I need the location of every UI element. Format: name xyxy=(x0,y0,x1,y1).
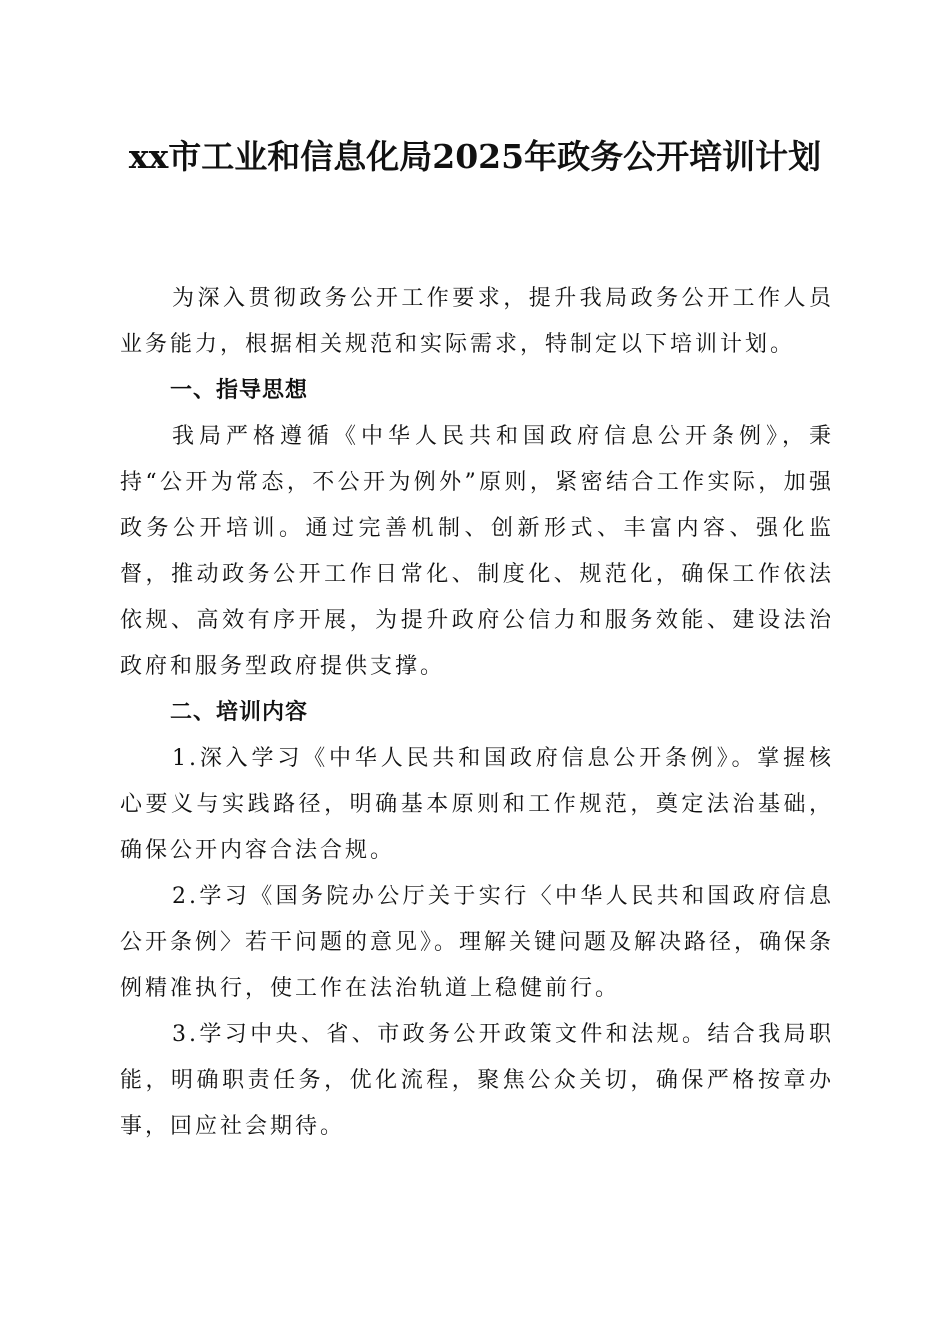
document-body xyxy=(120,276,834,1150)
section-heading-guiding-ideology: 一、指导思想 xyxy=(170,378,309,403)
document-title: xx市工业和信息化局2025年政务公开培训计划 xyxy=(128,137,822,176)
training-item-1: 1.深入学习《中华人民共和国政府信息公开条例》。掌握核心要义与实践路径，明确基本原则和工作规范，奠定法治基础，确保公开内容合法合规。 xyxy=(120,746,834,863)
training-item-2: 2.学习《国务院办公厅关于实行〈中华人民共和国政府信息公开条例〉若干问题的意见》。理解关键问题及解决路径，确保条例精准执行，使工作在法治轨道上稳健前行。 xyxy=(120,884,835,1001)
guiding-ideology-paragraph: 我局严格遵循《中华人民共和国政府信息公开条例》，秉持“公开为常态，不公开为例外”原则，紧密结合工作实际，加强政务公开培训。通过完善机制、创新形式、丰富内容、强化监督，推动政务公开工作日常化、制度化、规范化，确保工作依法依规、高效有序开展，为提升政府公信力和服务效能、建设法治政府和服务型政府提供支撑。 xyxy=(120,424,834,679)
training-item-3: 3.学习中央、省、市政务公开政策文件和法规。结合我局职能，明确职责任务，优化流程，聚焦公众关切，确保严格按章办事，回应社会期待。 xyxy=(120,1022,834,1139)
intro-paragraph: 为深入贯彻政务公开工作要求，提升我局政务公开工作人员业务能力，根据相关规范和实际需求，特制定以下培训计划。 xyxy=(120,286,834,357)
section-heading-training-content: 二、培训内容 xyxy=(170,700,309,725)
